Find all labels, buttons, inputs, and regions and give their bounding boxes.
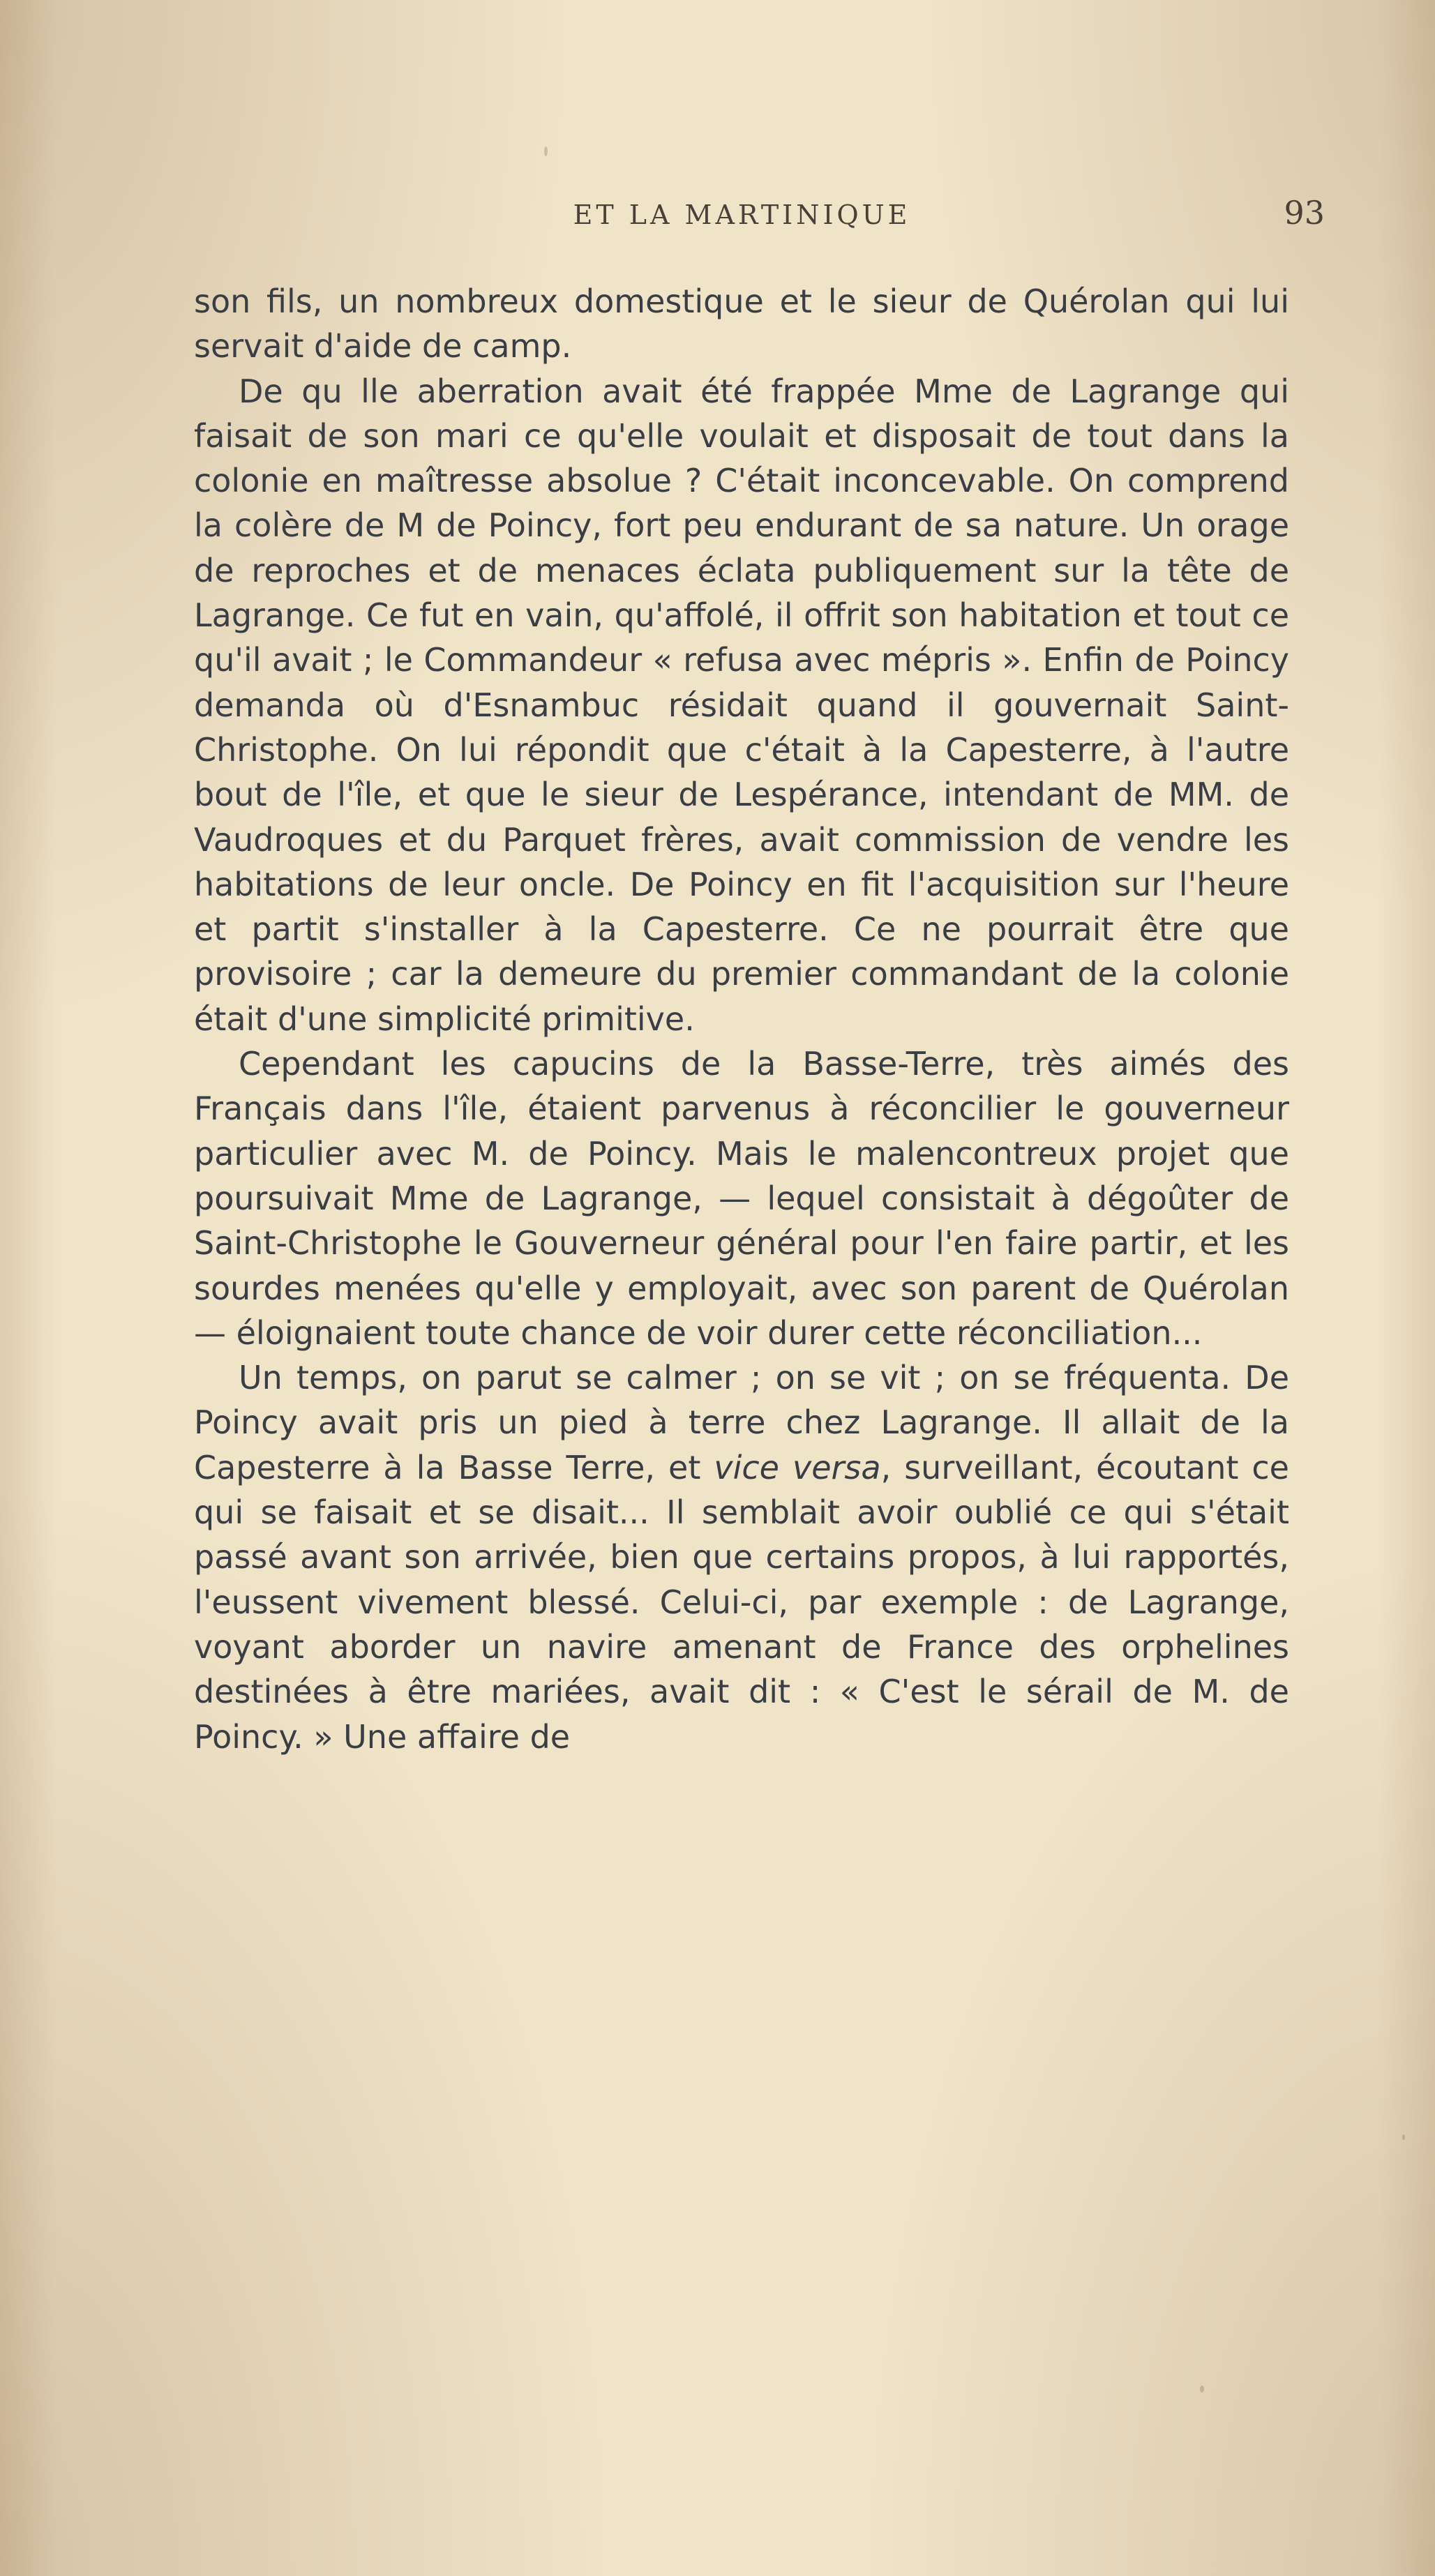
- ink-speck: [1200, 2386, 1204, 2393]
- paragraph-4-text-b: , surveillant, écoutant ce qui se faisait et se disait... Il semblait avoir oublié ce qui s'était passé avant son arrivée, bien que certains propos, à lui rapportés, l'eussent vivement blessé. Celui-ci, par exemple : de Lagrange, voyant aborder un navire amenant de France des orphelines destinées à être mariées, avait dit : « C'est le sérail de M. de Poincy. » Une affaire de: [194, 1448, 1289, 1756]
- paragraph-2: De qu lle aberration avait été frappée Mme de Lagrange qui faisait de son mari ce qu'elle voulait et disposait de tout dans la colonie en maîtresse absolue ? C'était inconcevable. On comprend la colère de M de Poincy, fort peu endurant de sa nature. Un orage de reproches et de menaces éclata publiquement sur la tête de Lagrange. Ce fut en vain, qu'affolé, il offrit son habitation et tout ce qu'il avait ; le Commandeur « refusa avec mépris ». Enfin de Poincy demanda où d'Esnambuc résidait quand il gouvernait Saint-Christophe. On lui répondit que c'était à la Capesterre, à l'autre bout de l'île, et que le sieur de Lespérance, intendant de MM. de Vaudroques et du Parquet frères, avait commission de vendre les habitations de leur oncle. De Poincy en fit l'acquisition sur l'heure et partit s'installer à la Capesterre. Ce ne pourrait être que provisoire ; car la demeure du premier commandant de la colonie était d'une simplicité primitive.: [194, 372, 1289, 1038]
- body-text: [194, 279, 1289, 1759]
- page-number: 93: [1284, 194, 1325, 232]
- ink-speck: [1402, 2134, 1405, 2140]
- paragraph-4-text-a: Un temps, on parut se calmer ; on se vit ; on se fréquenta. De Poincy avait pris un pied à terre chez Lagrange. Il allait de la Capesterre à la Basse Terre, et: [194, 1359, 1289, 1486]
- paragraph-1: son fils, un nombreux domestique et le sieur de Quérolan qui lui servait d'aide de camp.: [194, 283, 1289, 366]
- page-header: [0, 187, 1435, 243]
- paragraph-3: Cependant les capucins de la Basse-Terre, très aimés des Français dans l'île, étaient parvenus à réconcilier le gouverneur particulier avec M. de Poincy. Mais le malencontreux projet que poursuivait Mme de Lagrange, — lequel consistait à dégoûter de Saint-Christophe le Gouverneur général pour l'en faire partir, et les sourdes menées qu'elle y employait, avec son parent de Quérolan — éloignaient toute chance de voir durer cette réconciliation...: [194, 1045, 1289, 1352]
- ink-speck: [544, 146, 548, 156]
- running-head: ET LA MARTINIQUE: [573, 199, 911, 230]
- paragraph-4: [194, 1355, 1289, 1759]
- italic-phrase: vice versa: [714, 1448, 881, 1486]
